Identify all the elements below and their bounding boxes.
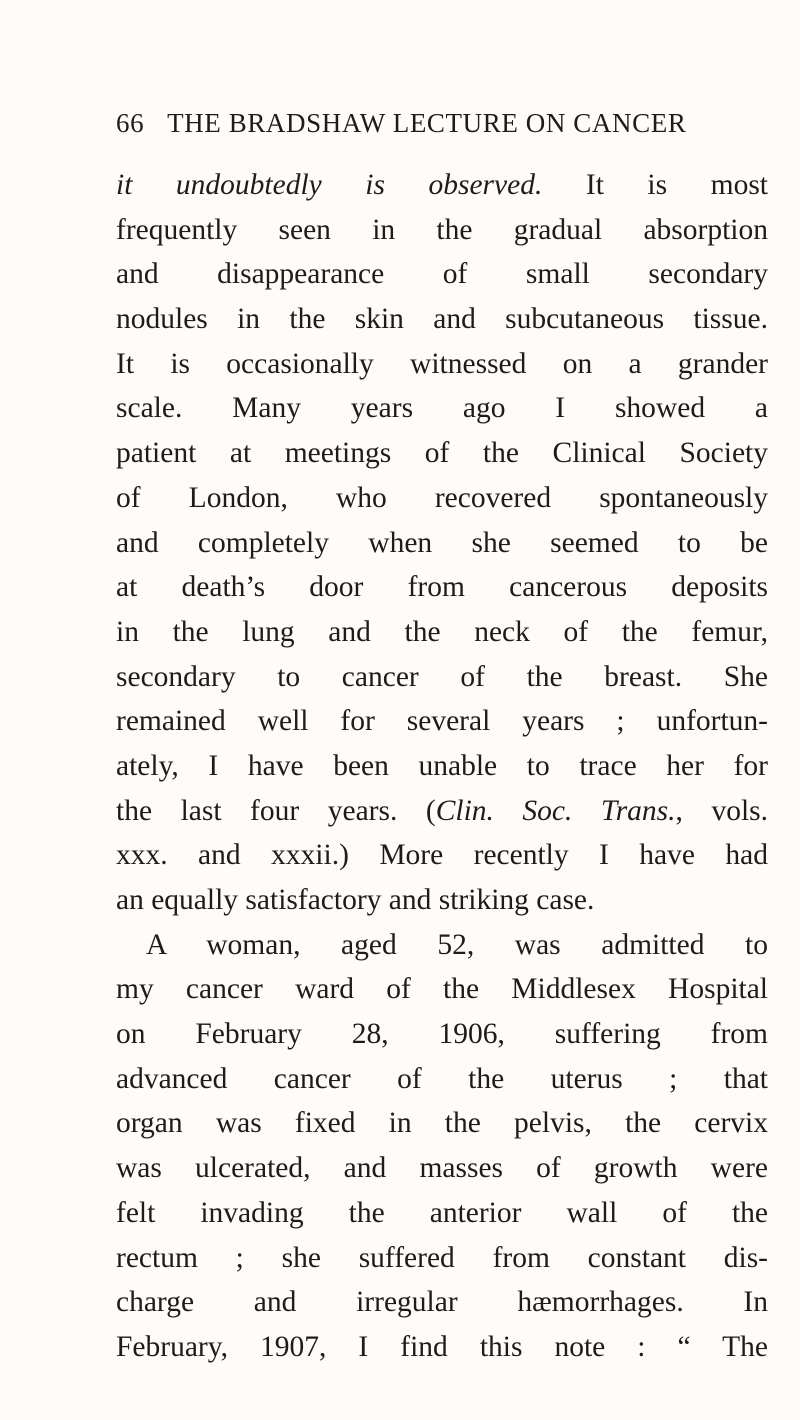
text-line — [116, 1012, 768, 1057]
text-line — [116, 699, 768, 744]
text-segment: my cancer ward of the Middlesex Hospital — [116, 973, 768, 1006]
italic-text: Clin. Soc. Trans. — [435, 794, 676, 827]
text-line — [116, 252, 768, 297]
text-segment: ately, I have been unable to trace her for — [116, 749, 768, 782]
text-segment: nodules in the skin and subcutaneous tissue. — [116, 303, 768, 336]
text-line — [116, 610, 768, 655]
text-line — [116, 163, 768, 208]
text-line — [116, 1057, 768, 1102]
text-line — [116, 1280, 768, 1325]
text-segment: advanced cancer of the uterus ; that — [116, 1062, 768, 1095]
text-line — [116, 789, 768, 834]
text-segment: felt invading the anterior wall of the — [116, 1196, 768, 1229]
text-line — [116, 923, 768, 968]
text-line — [116, 565, 768, 610]
text-segment: It is most — [542, 169, 768, 201]
text-line — [116, 878, 768, 923]
text-segment: scale. Many years ago I showed a — [116, 392, 768, 425]
text-segment: frequently seen in the gradual absorption — [116, 213, 768, 246]
italic-text: it undoubtedly is observed. — [116, 169, 543, 201]
text-segment: was ulcerated, and masses of growth were — [116, 1152, 768, 1185]
text-line — [116, 521, 768, 566]
text-segment: xxx. and xxxii.) More recently I have had — [116, 839, 768, 872]
text-segment: in the lung and the neck of the femur, — [116, 615, 768, 648]
text-line — [116, 833, 768, 878]
text-line — [116, 342, 768, 387]
text-line — [116, 1146, 768, 1191]
body-text — [116, 163, 768, 1370]
text-segment: the last four years. ( — [116, 794, 436, 827]
text-segment: an equally satisfactory and striking case. — [116, 884, 595, 916]
text-line — [116, 744, 768, 789]
text-segment: secondary to cancer of the breast. She — [116, 660, 768, 693]
text-line — [116, 476, 768, 521]
text-segment: organ was fixed in the pelvis, the cervix — [116, 1107, 768, 1140]
text-segment: February, 1907, I find this note : “ The — [116, 1330, 768, 1363]
text-segment: remained well for several years ; unfortun- — [116, 705, 768, 738]
page-number: 66 — [116, 108, 145, 138]
text-segment: charge and irregular hæmorrhages. In — [116, 1286, 768, 1319]
text-line — [116, 208, 768, 253]
text-segment: , vols. — [675, 794, 768, 827]
text-segment: and disappearance of small secondary — [116, 258, 768, 291]
text-line — [116, 967, 768, 1012]
text-segment: of London, who recovered spontaneously — [116, 481, 768, 514]
text-line — [116, 1236, 768, 1281]
text-line — [116, 297, 768, 342]
text-segment: rectum ; she suffered from constant dis- — [116, 1241, 768, 1274]
text-line — [116, 1325, 768, 1370]
text-line — [116, 1101, 768, 1146]
text-segment: at death’s door from cancerous deposits — [116, 571, 768, 604]
text-segment: and completely when she seemed to be — [116, 526, 768, 559]
text-line — [116, 1191, 768, 1236]
text-line — [116, 386, 768, 431]
running-title: THE BRADSHAW LECTURE ON CANCER — [167, 108, 687, 138]
text-line — [116, 431, 768, 476]
text-line — [116, 655, 768, 700]
text-segment: on February 28, 1906, suffering from — [116, 1018, 768, 1051]
text-segment: patient at meetings of the Clinical Society — [116, 437, 768, 470]
running-head — [116, 108, 756, 139]
text-segment: A woman, aged 52, was admitted to — [146, 928, 768, 961]
text-segment: It is occasionally witnessed on a grander — [116, 347, 768, 380]
